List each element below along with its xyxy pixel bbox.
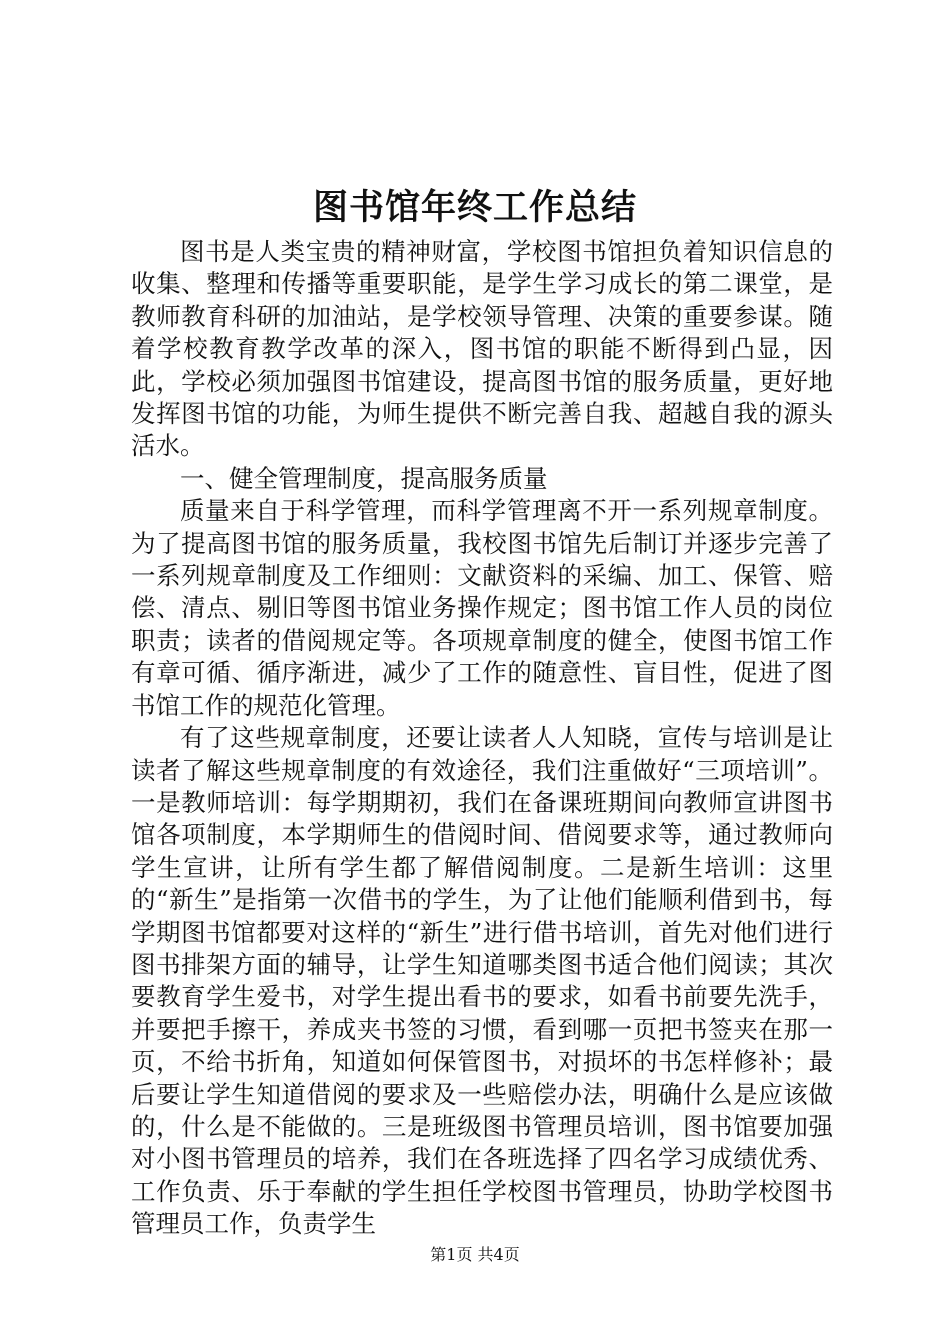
section-heading: 一、健全管理制度，提高服务质量 [180,463,548,493]
paragraph-intro: 图书是人类宝贵的精神财富，学校图书馆担负着知识信息的收集、整理和传播等重要职能，是学生学习成长的第二课堂，是教师教育科研的加油站，是学校领导管理、决策的重要参谋。随着学校教育教学改革的深入，图书馆的职能不断得到凸显，因此，学校必须加强图书馆建设，提高图书馆的服务质量，更好地发挥图书馆的功能，为师生提供不断完善自我、超越自我的源头活水。 [131,237,833,461]
document-title: 图书馆年终工作总结 [312,187,637,228]
document-body [131,236,833,1241]
paragraph-regulations: 质量来自于科学管理，而科学管理离不开一系列规章制度。为了提高图书馆的服务质量，我校图书馆先后制订并逐步完善了一系列规章制度及工作细则：文献资料的采编、加工、保管、赔偿、清点、剔旧等图书馆业务操作规定；图书馆工作人员的岗位职责；读者的借阅规定等。各项规章制度的健全，使图书馆工作有章可循、循序渐进，减少了工作的随意性、盲目性，促进了图书馆工作的规范化管理。 [131,496,833,720]
paragraph-training: 有了这些规章制度，还要让读者人人知晓，宣传与培训是让读者了解这些规章制度的有效途径，我们注重做好“三项培训”。一是教师培训：每学期期初，我们在备课班期间向教师宣讲图书馆各项制度，本学期师生的借阅时间、借阅要求等，通过教师向学生宣讲，让所有学生都了解借阅制度。二是新生培训：这里的“新生”是指第一次借书的学生，为了让他们能顺利借到书，每学期图书馆都要对这样的“新生”进行借书培训，首先对他们进行图书排架方面的辅导，让学生知道哪类图书适合他们阅读；其次要教育学生爱书，对学生提出看书的要求，如看书前要先洗手，并要把手擦干，养成夹书签的习惯，看到哪一页把书签夹在那一页，不给书折角，知道如何保管图书，对损坏的书怎样修补；最后要让学生知道借阅的要求及一些赔偿办法，明确什么是应该做的，什么是不能做的。三是班级图书管理员培训，图书馆要加强对小图书管理员的培养，我们在各班选择了四名学习成绩优秀、工作负责、乐于奉献的学生担任学校图书管理员，协助学校图书管理员工作，负责学生 [131,723,833,1239]
page-footer: 第1页 共4页 [430,1245,520,1264]
